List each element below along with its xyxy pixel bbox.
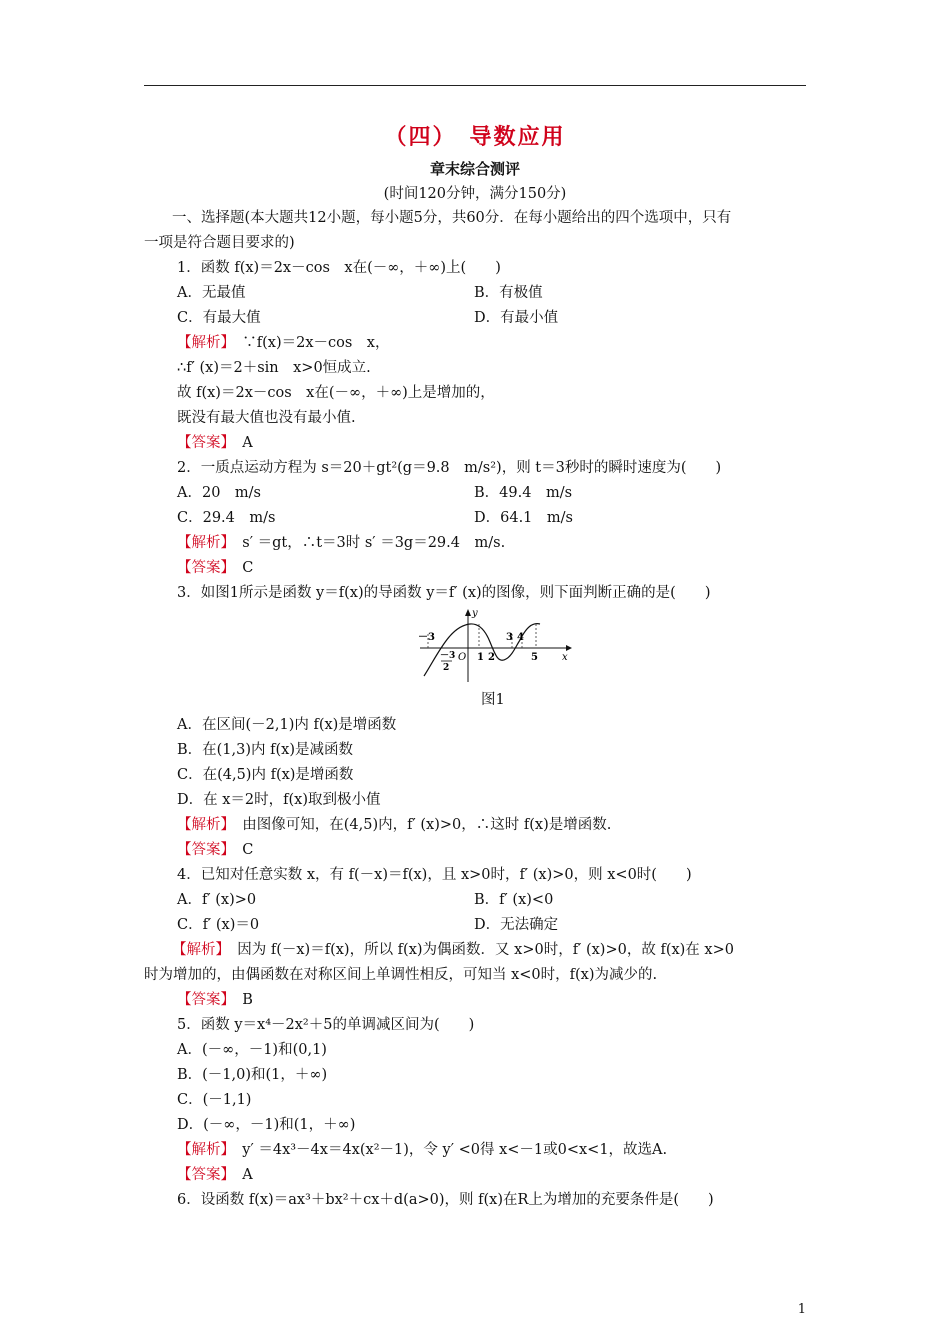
x-axis-label: x xyxy=(562,652,568,663)
line-text: y′ ＝4x³－4x＝4x(x²－1)，令 y′ <0得 x<－1或0<x<1，故选A. xyxy=(227,1142,668,1158)
line-text: D．64.1 m/s xyxy=(474,510,573,526)
section-title: （四） 导数应用 xyxy=(384,124,566,150)
text-line xyxy=(177,989,253,1011)
section-subtitle: 章末综合测评 xyxy=(429,160,520,178)
text-line xyxy=(177,714,396,736)
line-text: C xyxy=(227,560,254,576)
text-line xyxy=(177,1164,253,1186)
text-line xyxy=(177,457,721,479)
text-line xyxy=(177,1064,327,1086)
tick-label-5: 5 xyxy=(531,652,538,663)
text-line xyxy=(144,964,657,986)
tick-label-frac-num: －3 xyxy=(440,651,456,661)
y-axis-label: y xyxy=(472,608,478,619)
x-axis-arrow xyxy=(566,645,572,651)
text-line xyxy=(177,1189,714,1211)
line-text: 6．设函数 f(x)＝ax³＋bx²＋cx＋d(a>0)，则 f(x)在R上为增加的充要条件是( ) xyxy=(177,1192,714,1208)
text-line xyxy=(177,332,389,354)
line-text: 图1 xyxy=(481,692,505,708)
line-text: 3．如图1所示是函数 y＝f(x)的导函数 y＝f′ (x)的图像，则下面判断正确的是( ) xyxy=(177,585,711,601)
text-line xyxy=(474,914,558,936)
line-text: B．f′ (x)<0 xyxy=(474,892,554,908)
line-text: B．有极值 xyxy=(474,285,543,301)
tick-label-4: 4 xyxy=(517,632,524,643)
line-text: ∴f′ (x)＝2＋sin x>0恒成立. xyxy=(177,360,371,376)
line-text: D．在 x＝2时，f(x)取到极小值 xyxy=(177,792,381,808)
answer-tag: 【解析】 xyxy=(177,1142,228,1158)
text-line xyxy=(177,282,245,304)
header-rule xyxy=(144,85,806,86)
answer-tag: 【解析】 xyxy=(177,335,228,351)
line-text: 一、选择题(本大题共12小题，每小题5分，共60分．在每小题给出的四个选项中，只有 xyxy=(172,210,732,226)
answer-tag: 【答案】 xyxy=(177,560,228,576)
line-text: C xyxy=(227,842,254,858)
derivative-graph-figure xyxy=(416,604,576,684)
text-line xyxy=(177,407,356,429)
text-line xyxy=(474,482,572,504)
text-line xyxy=(177,1039,327,1061)
line-text: 故 f(x)＝2x－cos x在(－∞，＋∞)上是增加的， xyxy=(177,385,495,401)
text-line xyxy=(177,839,253,861)
line-text: 5．函数 y＝x⁴－2x²＋5的单调减区间为( ) xyxy=(177,1017,475,1033)
text-line xyxy=(177,1089,251,1111)
line-text: A xyxy=(227,1167,253,1183)
text-line xyxy=(177,764,353,786)
tick-label-frac-den: 2 xyxy=(443,663,450,673)
page-number: 1 xyxy=(797,1302,806,1317)
line-text: 因为 f(－x)＝f(x)，所以 f(x)为偶函数．又 x>0时，f′ (x)>0，故 f(x)在 x>0 xyxy=(222,942,734,958)
text-line xyxy=(474,889,553,911)
line-text: A xyxy=(227,435,253,451)
answer-tag: 【答案】 xyxy=(177,992,228,1008)
text-line xyxy=(474,507,573,529)
line-text: D．无法确定 xyxy=(474,917,559,933)
text-line xyxy=(177,889,256,911)
line-text: D．有最小值 xyxy=(474,310,559,326)
line-text: 时为增加的，由偶函数在对称区间上单调性相反，可知当 x<0时，f(x)为减少的. xyxy=(144,967,658,983)
text-line xyxy=(474,307,558,329)
text-line xyxy=(177,582,710,604)
tick-label-2: 2 xyxy=(488,652,495,663)
text-line xyxy=(177,507,275,529)
text-line xyxy=(177,532,505,554)
y-axis-arrow xyxy=(465,609,471,616)
text-line xyxy=(177,382,495,404)
line-text: C．(－1,1) xyxy=(177,1092,252,1108)
tick-label-neg3: －3 xyxy=(418,632,435,643)
line-text: B．49.4 m/s xyxy=(474,485,573,501)
text-line xyxy=(481,689,505,711)
line-text: 4．已知对任意实数 x，有 f(－x)＝f(x)，且 x>0时，f′ (x)>0，则 x<0时( ) xyxy=(177,867,692,883)
text-line xyxy=(144,232,295,254)
line-text: C．在(4,5)内 f(x)是增函数 xyxy=(177,767,354,783)
line-text: 既没有最大值也没有最小值. xyxy=(177,410,356,426)
text-line xyxy=(177,1014,474,1036)
text-line xyxy=(177,307,261,329)
text-line xyxy=(172,207,731,229)
line-text: A．20 m/s xyxy=(177,485,261,501)
line-text: A．(－∞，－1)和(0,1) xyxy=(177,1042,327,1058)
line-text: A．f′ (x)>0 xyxy=(177,892,257,908)
text-line xyxy=(177,739,353,761)
tick-label-1: 1 xyxy=(477,652,484,663)
line-text: C．29.4 m/s xyxy=(177,510,276,526)
text-line xyxy=(474,282,543,304)
line-text: 2．一质点运动方程为 s＝20＋gt²(g＝9.8 m/s²)，则 t＝3秒时的瞬时速度为( ) xyxy=(177,460,722,476)
line-text: B．(－1,0)和(1，＋∞) xyxy=(177,1067,328,1083)
answer-tag: 【答案】 xyxy=(177,435,228,451)
text-line xyxy=(177,432,253,454)
text-line xyxy=(172,939,734,961)
line-text: A．无最值 xyxy=(177,285,246,301)
answer-tag: 【解析】 xyxy=(177,817,228,833)
line-text: 1．函数 f(x)＝2x－cos x在(－∞，＋∞)上( ) xyxy=(177,260,501,276)
text-line xyxy=(177,1114,355,1136)
text-line xyxy=(177,864,692,886)
answer-tag: 【答案】 xyxy=(177,842,228,858)
text-line xyxy=(177,814,611,836)
line-text: D．(－∞，－1)和(1，＋∞) xyxy=(177,1117,356,1133)
line-text: C．f′ (x)＝0 xyxy=(177,917,260,933)
text-line xyxy=(177,357,371,379)
text-line xyxy=(177,482,261,504)
text-line xyxy=(177,914,259,936)
line-text: A．在区间(－2,1)内 f(x)是增函数 xyxy=(177,717,397,733)
answer-tag: 【解析】 xyxy=(177,535,228,551)
line-text: ∵f(x)＝2x－cos x， xyxy=(227,335,390,351)
line-text: 一项是符合题目要求的) xyxy=(144,235,295,251)
text-line xyxy=(177,557,253,579)
answer-tag: 【答案】 xyxy=(177,1167,228,1183)
line-text: B．在(1,3)内 f(x)是减函数 xyxy=(177,742,353,758)
origin-label: O xyxy=(458,652,467,663)
line-text: C．有最大值 xyxy=(177,310,261,326)
text-line xyxy=(177,789,381,811)
line-text: 由图像可知，在(4,5)内，f′ (x)>0，∴这时 f(x)是增函数. xyxy=(227,817,612,833)
line-text: B xyxy=(227,992,253,1008)
text-line xyxy=(177,257,501,279)
answer-tag: 【解析】 xyxy=(172,942,223,958)
tick-label-3: 3 xyxy=(506,632,513,643)
text-line xyxy=(177,1139,667,1161)
exam-info: (时间120分钟，满分150分) xyxy=(383,186,567,202)
line-text: s′ ＝gt，∴t＝3时 s′ ＝3g＝29.4 m/s. xyxy=(227,535,506,551)
